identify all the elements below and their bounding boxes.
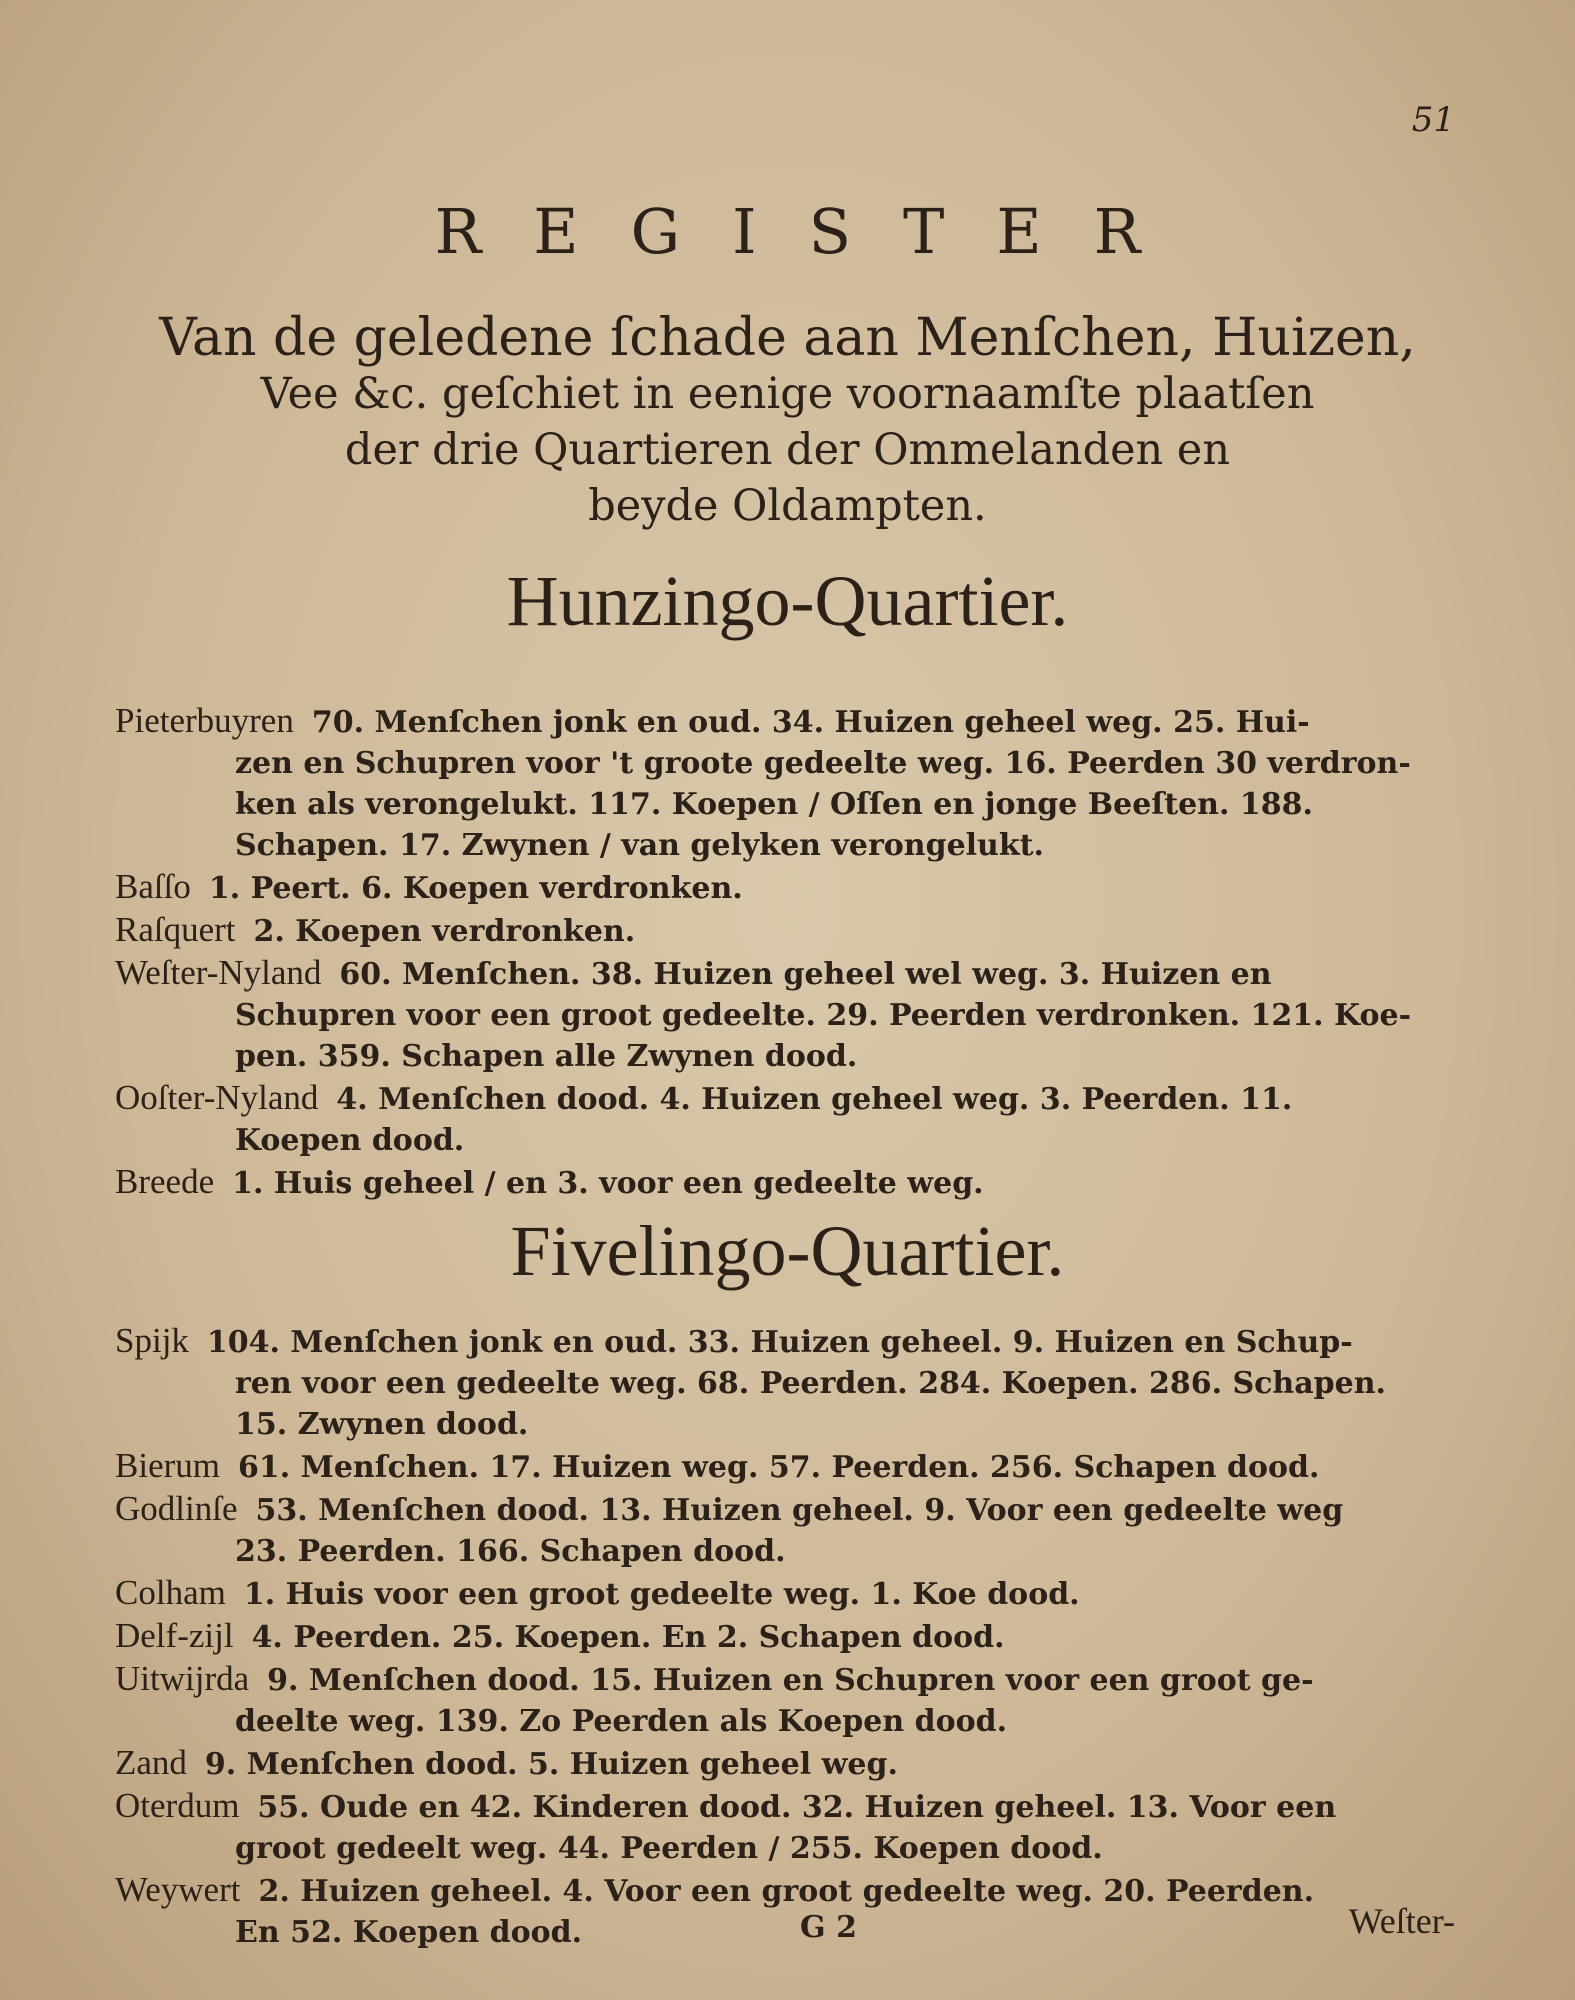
entry-text: 60. Menſchen. 38. Huizen geheel wel weg. 3. Huizen en — [339, 957, 1272, 992]
place-name: Oterdum — [115, 1786, 240, 1825]
place-name: Raſquert — [115, 910, 236, 949]
place-name: Ooſter-Nyland — [115, 1078, 319, 1117]
place-name: Uitwijrda — [115, 1659, 250, 1698]
list-item — [115, 700, 1460, 866]
place-name: Colham — [115, 1573, 226, 1612]
list-item — [115, 909, 1460, 952]
entry-text: 15. Zwynen dood. — [235, 1407, 529, 1442]
entry-text: Koepen dood. — [235, 1123, 465, 1158]
entry-text: 1. Huis geheel / en 3. voor een gedeelte weg. — [232, 1166, 984, 1201]
entry-text: 2. Koepen verdronken. — [253, 914, 636, 949]
entry-text: 70. Menſchen jonk en oud. 34. Huizen geheel weg. 25. Hui- — [311, 705, 1310, 740]
place-name: Delf-zijl — [115, 1616, 234, 1655]
entry-list — [115, 1320, 1460, 1953]
entry-text: 1. Huis voor een groot gedeelte weg. 1. Koe dood. — [243, 1577, 1080, 1612]
entry-text: 9. Menſchen dood. 5. Huizen geheel weg. — [204, 1747, 898, 1782]
section-heading: Fivelingo-Quartier. — [510, 1211, 1065, 1291]
list-item — [115, 952, 1460, 1077]
entry-text: 1. Peert. 6. Koepen verdronken. — [208, 871, 743, 906]
subtitle-line: Vee &c. geſchiet in eenige voornaamſte plaatſen — [260, 369, 1315, 419]
place-name: Breede — [115, 1162, 215, 1201]
place-name: Bierum — [115, 1446, 220, 1485]
entry-text: pen. 359. Schapen alle Zwynen dood. — [235, 1039, 858, 1074]
place-name: Spijk — [115, 1321, 189, 1360]
place-name: Baſſo — [115, 867, 191, 906]
catchword: Weſter- — [1348, 1901, 1455, 1941]
place-name: Weſter-Nyland — [115, 953, 322, 992]
entry-text: ken als verongelukt. 117. Koepen / Oſſen en jonge Beeſten. 188. — [235, 787, 1313, 822]
entry-text: deelte weg. 139. Zo Peerden als Koepen dood. — [235, 1704, 1008, 1739]
list-item — [115, 1869, 1460, 1953]
entry-text: 104. Menſchen jonk en oud. 33. Huizen geheel. 9. Huizen en Schup- — [206, 1325, 1353, 1360]
list-item — [115, 1615, 1460, 1658]
subtitle-line: Van de geledene ſchade aan Menſchen, Huizen, — [159, 308, 1416, 368]
entry-text: 2. Huizen geheel. 4. Voor een groot gedeelte weg. 20. Peerden. — [258, 1874, 1315, 1909]
entry-text: groot gedeelt weg. 44. Peerden / 255. Koepen dood. — [235, 1831, 1103, 1866]
entry-text: 53. Menſchen dood. 13. Huizen geheel. 9. Voor een gedeelte weg — [255, 1493, 1344, 1528]
place-name: Godlinſe — [115, 1489, 238, 1528]
entry-text: zen en Schupren voor 't groote gedeelte weg. 16. Peerden 30 verdron- — [235, 746, 1411, 781]
list-item — [115, 1445, 1460, 1488]
list-item — [115, 1742, 1460, 1785]
entry-text: 61. Menſchen. 17. Huizen weg. 57. Peerden. 256. Schapen dood. — [237, 1450, 1320, 1485]
page-title: REGISTER — [434, 195, 1193, 268]
list-item — [115, 1077, 1460, 1161]
entry-text: Schapen. 17. Zwynen / van gelyken verongelukt. — [235, 828, 1044, 863]
list-item — [115, 1658, 1460, 1742]
subtitle-line: beyde Oldampten. — [588, 481, 987, 531]
signature-mark: G 2 — [800, 1910, 857, 1945]
list-item — [115, 1488, 1460, 1572]
list-item — [115, 1785, 1460, 1869]
entry-text: En 52. Koepen dood. — [235, 1915, 583, 1950]
entry-text: 4. Menſchen dood. 4. Huizen geheel weg. 3. Peerden. 11. — [336, 1082, 1293, 1117]
subtitle — [0, 310, 1575, 534]
entry-text: 23. Peerden. 166. Schapen dood. — [235, 1534, 786, 1569]
entry-list — [115, 700, 1460, 1204]
entry-text: Schupren voor een groot gedeelte. 29. Peerden verdronken. 121. Koe- — [235, 998, 1412, 1033]
section-heading: Hunzingo-Quartier. — [506, 561, 1069, 641]
list-item — [115, 1161, 1460, 1204]
list-item — [115, 1572, 1460, 1615]
list-item — [115, 866, 1460, 909]
place-name: Weywert — [115, 1870, 241, 1909]
page-number: 51 — [1411, 100, 1455, 140]
entry-text: ren voor een gedeelte weg. 68. Peerden. 284. Koepen. 286. Schapen. — [235, 1366, 1386, 1401]
list-item — [115, 1320, 1460, 1445]
entry-text: 4. Peerden. 25. Koepen. En 2. Schapen dood. — [251, 1620, 1005, 1655]
place-name: Zand — [115, 1743, 187, 1782]
entry-text: 55. Oude en 42. Kinderen dood. 32. Huizen geheel. 13. Voor een — [257, 1790, 1337, 1825]
entry-text: 9. Menſchen dood. 15. Huizen en Schupren voor een groot ge- — [267, 1663, 1314, 1698]
place-name: Pieterbuyren — [115, 701, 294, 740]
subtitle-line: der drie Quartieren der Ommelanden en — [344, 425, 1231, 475]
